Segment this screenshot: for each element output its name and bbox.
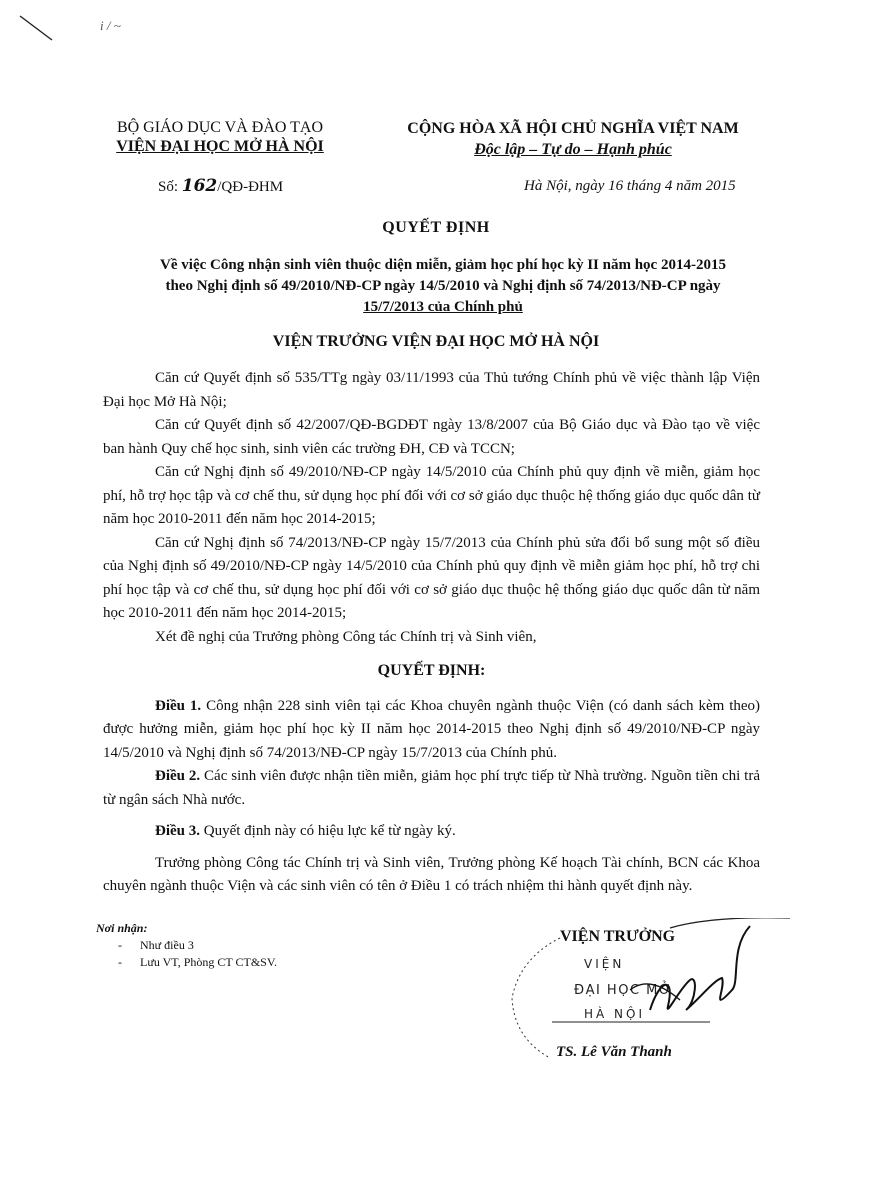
issue-date: Hà Nội, ngày 16 tháng 4 năm 2015 bbox=[524, 178, 736, 194]
subject-line: theo Nghị định số 49/2010/NĐ-CP ngày 14/5/2010 và Nghị định số 74/2013/NĐ-CP ngày bbox=[165, 278, 721, 294]
subject-line: 15/7/2013 của Chính phủ bbox=[363, 299, 523, 315]
article-label: Điều 1. bbox=[155, 697, 202, 714]
signatory-title: VIỆN TRƯỞNG bbox=[560, 928, 676, 945]
preamble-paragraph: Căn cứ Nghị định số 74/2013/NĐ-CP ngày 15/7/2013 của Chính phủ sửa đổi bổ sung một số điều của Nghị định số 49/2010/NĐ-CP ngày 14/5/2010 của Chính phủ quy định về miễn giảm học phí, hỗ trợ chi phí học tập và cơ chế thu, sử dụng học phí đối với cơ sở giáo dục thuộc hệ thống giáo dục quốc dân từ năm học 2010-2011 đến năm học 2014-2015; bbox=[103, 534, 760, 621]
article-1 bbox=[103, 695, 760, 766]
article-label: Điều 3. bbox=[155, 823, 200, 839]
preamble-paragraph: Căn cứ Quyết định số 42/2007/QĐ-BGDĐT ngày 13/8/2007 của Bộ Giáo dục và Đào tạo về việc ban hành Quy chế học sinh, sinh viên các trường ĐH, CĐ và TCCN; bbox=[103, 417, 760, 457]
seal-text: ĐẠI HỌC MỞ bbox=[574, 983, 673, 998]
seal-text: VIỆN bbox=[584, 957, 625, 971]
number-label: Số: bbox=[158, 179, 179, 195]
document-body bbox=[103, 367, 760, 899]
corner-mark bbox=[18, 14, 58, 44]
recipients-heading: Nơi nhận: bbox=[96, 921, 148, 935]
recipient-item: - Lưu VT, Phòng CT CT&SV. bbox=[96, 954, 277, 971]
closing-paragraph: Trưởng phòng Công tác Chính trị và Sinh viên, Trưởng phòng Kế hoạch Tài chính, BCN các Khoa chuyên ngành thuộc Viện và các sinh viên có tên ở Điều 1 có trách nhiệm thi hành quyết định này. bbox=[103, 854, 760, 894]
article-2 bbox=[103, 765, 760, 812]
document-title: QUYẾT ĐỊNH bbox=[382, 219, 490, 236]
article-3 bbox=[103, 820, 760, 844]
document-subject bbox=[118, 255, 768, 318]
signature-stroke bbox=[670, 918, 790, 928]
subject-line: Về việc Công nhận sinh viên thuộc diện miễn, giảm học phí học kỳ II năm học 2014-2015 bbox=[160, 257, 726, 273]
document-number bbox=[158, 176, 283, 196]
article-label: Điều 2. bbox=[155, 768, 201, 784]
authority-title: VIỆN TRƯỞNG VIỆN ĐẠI HỌC MỞ HÀ NỘI bbox=[272, 333, 600, 350]
article-text: Quyết định này có hiệu lực kể từ ngày ký. bbox=[200, 823, 456, 839]
preamble-paragraph: Căn cứ Quyết định số 535/TTg ngày 03/11/1993 của Thủ tướng Chính phủ về việc thành lập Viện Đại học Mở Hà Nội; bbox=[103, 370, 760, 410]
country-name: CỘNG HÒA XÃ HỘI CHỦ NGHĨA VIỆT NAM bbox=[407, 120, 739, 137]
article-text: Các sinh viên được nhận tiền miễn, giảm học phí trực tiếp từ Nhà trường. Nguồn tiền chi trả từ ngân sách Nhà nước. bbox=[103, 768, 760, 808]
national-header bbox=[378, 118, 768, 160]
recipient-item: - Như điều 3 bbox=[96, 937, 277, 954]
institute-name: VIỆN ĐẠI HỌC MỞ HÀ NỘI bbox=[116, 138, 324, 155]
preamble-paragraph: Xét đề nghị của Trưởng phòng Công tác Chính trị và Sinh viên, bbox=[155, 628, 537, 645]
ministry-name: BỘ GIÁO DỤC VÀ ĐÀO TẠO bbox=[116, 119, 324, 136]
handwritten-mark: i / ~ bbox=[100, 18, 121, 33]
number-suffix: /QĐ-ĐHM bbox=[217, 179, 284, 195]
motto: Độc lập – Tự do – Hạnh phúc bbox=[474, 141, 672, 158]
recipients-block bbox=[96, 920, 277, 971]
article-text: Công nhận 228 sinh viên tại các Khoa chuyên ngành thuộc Viện (có danh sách kèm theo) được hưởng miễn, giảm học phí học kỳ II năm học 2014-2015 theo Nghị định số 49/2010/NĐ-CP ngày 14/5/2010 và Nghị định số 74/2013/NĐ-CP ngày 15/7/2013 của Chính phủ. bbox=[103, 697, 761, 761]
issuer-header bbox=[95, 118, 345, 156]
preamble-paragraph: Căn cứ Nghị định số 49/2010/NĐ-CP ngày 14/5/2010 của Chính phủ quy định về miễn, giảm học phí, hỗ trợ học tập và cơ chế thu, sử dụng học phí đối với cơ sở giáo dục thuộc hệ thống giáo dục quốc dân từ năm học 2010-2011 đến năm học 2014-2015; bbox=[103, 464, 760, 527]
seal-text: HÀ NỘI bbox=[584, 1007, 646, 1021]
handwritten-number: 162 bbox=[181, 176, 218, 196]
decision-title: QUYẾT ĐỊNH: bbox=[377, 662, 486, 679]
signer-name: TS. Lê Văn Thanh bbox=[556, 1044, 672, 1060]
